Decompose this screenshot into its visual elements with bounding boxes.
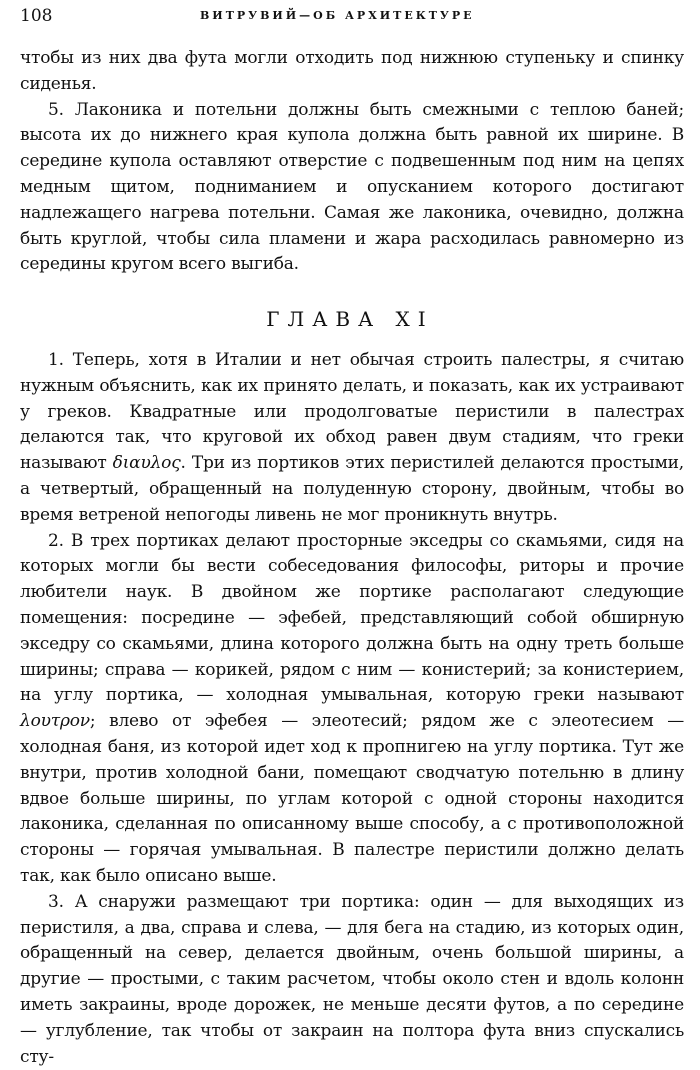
paragraph-3: 3. А снаружи размещают три портика: один — для выходящих из перистиля, а два, справа и слева, — для бега на стадию, из которых один, обращенный на север, делается двойным, очень большой ширины, а другие — простыми, с таким расчетом, чтобы около стен и вдоль колонн иметь закраины, вроде дорожек, не меньше десяти футов, а по середине — углубление, так чтобы от закраин на полтора фута вниз спускались сту- [20,891,684,1067]
text-block-chapter [20,348,684,1070]
paragraph-1-text-b: . Три из портиков этих перистилей делаются простыми, а четвертый, обращенный на полуденную сторону, двойным, чтобы во время ветреной непогоды ливень не мог проникнуть внутрь. [20,453,684,525]
running-title: ВИТРУВИЙ—ОБ АРХИТЕКТУРЕ [200,9,475,22]
chapter-title: ГЛАВА XI [266,307,434,331]
page-number: 108 [20,6,53,26]
text-block-top [20,46,684,278]
greek-term-loutron: λουτρον [20,711,90,732]
paragraph-2-text-b: ; влево от эфебея — элеотесий; рядом же с элеотесием — холодная баня, из которой идет ход к пропнигею на углу портика. Тут же внутри, против холодной бани, помещают сводчатую потельню в длину вдвое больше ширины, по углам которой с одной стороны находится лаконика, сделанная по описанному выше способу, а с противоположной стороны — горячая умывальная. В палестре перистили должно делать так, как было описано выше. [20,711,684,886]
paragraph-2 [20,529,684,890]
running-head [20,6,684,32]
paragraph-1-text-a: 1. Теперь, хотя в Италии и нет обычая строить палестры, я считаю нужным объяснить, как их принято делать, и показать, как их устраивают у греков. Квадратные или продолговатые перистили в палестрах делаются так, что круговой их обход равен двум стадиям, что греки называют [20,350,684,474]
paragraph-2-text-a: 2. В трех портиках делают просторные экседры со скамьями, сидя на которых могли бы вести собеседования философы, риторы и прочие любители наук. В двойном же портике располагают следующие помещения: посредине — эфебей, представляющий собой обширную экседру со скамьями, длина которого должна быть на одну треть больше ширины; справа — корикей, рядом с ним — конистерий; за конистерием, на углу портика, — холодная умывальная, которую греки называют [20,530,684,706]
paragraph-5: 5. Лаконика и потельни должны быть смежными с теплою баней; высота их до нижнего края купола должна быть равной их ширине. В середине купола оставляют отверстие с подвешенным под ним на цепях медным щитом, подниманием и опусканием которого достигают надлежащего нагрева потельни. Самая же лаконика, очевидно, должна быть круглой, чтобы сила пламени и жара расходилась равномерно из середины кругом всего выгиба. [20,99,684,275]
paragraph-1 [20,348,684,529]
greek-term-diaulos: διαυλος [112,453,181,474]
continuation-paragraph: чтобы из них два фута могли отходить под нижнюю ступеньку и спинку сиденья. [20,48,684,94]
